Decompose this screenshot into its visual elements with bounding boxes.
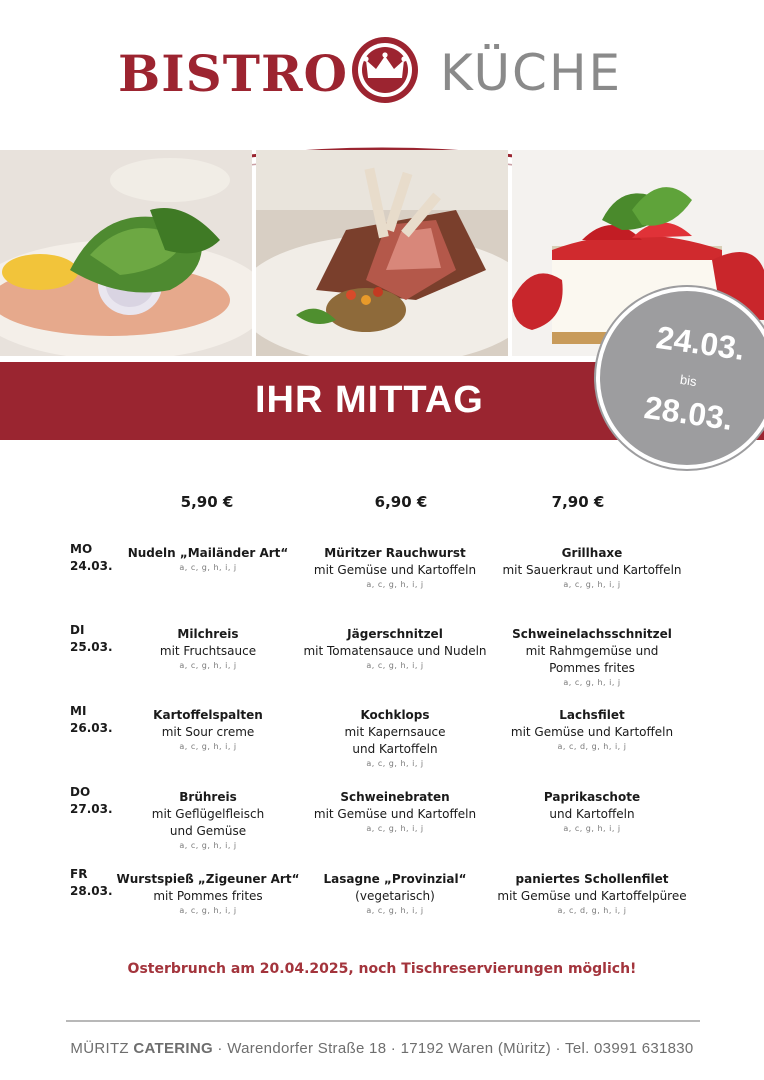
menu-dish <box>482 871 702 917</box>
dish-description: mit Sauerkraut und Kartoffeln <box>502 563 682 577</box>
dish-name: Grillhaxe <box>561 546 623 560</box>
footer-divider <box>66 1020 700 1022</box>
menu-dish <box>108 789 308 852</box>
dish-name: Müritzer Rauchwurst <box>324 546 466 560</box>
dish-description: mit Pommes frites <box>153 889 263 903</box>
menu-dish <box>295 626 495 672</box>
footer-company-name: MÜRITZ <box>70 1040 134 1057</box>
day-label <box>70 541 113 575</box>
dish-allergens: a, c, g, h, i, j <box>179 661 237 670</box>
menu-dish <box>482 626 702 689</box>
dish-description: mit Fruchtsauce <box>159 644 257 658</box>
dish-allergens: a, c, g, h, i, j <box>366 580 424 589</box>
dish-description: (vegetarisch) <box>355 889 435 903</box>
dish-description: mit Kapernsauce <box>344 725 446 739</box>
price-column-1: 5,90 € <box>180 493 234 511</box>
day-name: DI <box>70 623 85 637</box>
dish-description: mit Gemüse und Kartoffeln <box>313 807 477 821</box>
dish-name: Brühreis <box>179 790 237 804</box>
dish-allergens: a, c, g, h, i, j <box>179 563 237 572</box>
menu-dish <box>108 707 308 753</box>
dish-description: und Kartoffeln <box>352 742 438 756</box>
day-date: 24.03. <box>70 559 113 573</box>
logo-text-kueche: KÜCHE <box>440 44 623 102</box>
dish-allergens: a, c, g, h, i, j <box>366 906 424 915</box>
price-column-2: 6,90 € <box>374 493 428 511</box>
easter-brunch-notice: Osterbrunch am 20.04.2025, noch Tischreservierungen möglich! <box>127 961 637 977</box>
footer-address-text: · Warendorfer Straße 18 · 17192 Waren (Müritz) · Tel. 03991 631830 <box>212 1040 694 1057</box>
menu-dish <box>295 871 495 917</box>
dish-name: Kartoffelspalten <box>153 708 263 722</box>
food-photo-carpaccio <box>0 150 252 356</box>
dish-allergens: a, c, g, h, i, j <box>366 824 424 833</box>
dish-description: mit Sour creme <box>161 725 255 739</box>
dish-allergens: a, c, g, h, i, j <box>563 580 621 589</box>
day-name: MO <box>70 542 93 556</box>
dish-allergens: a, c, d, g, h, i, j <box>557 742 627 751</box>
dish-name: Wurstspieß „Zigeuner Art“ <box>116 872 300 886</box>
day-label <box>70 866 113 900</box>
logo-text-bistro: BISTRO <box>118 44 349 103</box>
date-separator: bis <box>679 371 698 390</box>
day-date: 27.03. <box>70 802 113 816</box>
menu-dish <box>482 707 702 753</box>
dish-name: Kochklops <box>360 708 430 722</box>
dish-allergens: a, c, d, g, h, i, j <box>557 906 627 915</box>
footer-company-bold: CATERING <box>133 1040 213 1057</box>
day-label <box>70 784 113 818</box>
dish-description: Pommes frites <box>549 661 635 675</box>
dish-name: Lachsfilet <box>559 708 625 722</box>
food-photo-lamb <box>256 150 508 356</box>
dish-description: und Gemüse <box>169 824 247 838</box>
day-date: 26.03. <box>70 721 113 735</box>
menu-dish <box>295 789 495 835</box>
dish-allergens: a, c, g, h, i, j <box>563 678 621 687</box>
dish-description: und Kartoffeln <box>549 807 635 821</box>
day-name: FR <box>70 867 88 881</box>
date-to: 28.03. <box>641 388 736 438</box>
dish-description: mit Gemüse und Kartoffeln <box>510 725 674 739</box>
date-range-badge <box>596 287 764 469</box>
menu-dish <box>108 871 308 917</box>
day-date: 25.03. <box>70 640 113 654</box>
dish-name: Schweinelachsschnitzel <box>512 627 672 641</box>
menu-dish <box>482 789 702 835</box>
logo <box>0 30 764 110</box>
menu-dish <box>482 545 702 591</box>
menu-dish <box>108 626 308 672</box>
day-name: DO <box>70 785 91 799</box>
dish-name: paniertes Schollenfilet <box>515 872 669 886</box>
dish-allergens: a, c, g, h, i, j <box>179 841 237 850</box>
menu-dish <box>295 707 495 770</box>
dish-description: mit Geflügelfleisch <box>151 807 265 821</box>
dish-description: mit Tomatensauce und Nudeln <box>303 644 487 658</box>
dish-name: Nudeln „Mailänder Art“ <box>127 546 289 560</box>
crown-icon <box>349 34 421 106</box>
day-date: 28.03. <box>70 884 113 898</box>
dish-allergens: a, c, g, h, i, j <box>179 742 237 751</box>
dish-name: Lasagne „Provinzial“ <box>323 872 467 886</box>
dish-name: Jägerschnitzel <box>347 627 443 641</box>
dish-description: mit Gemüse und Kartoffeln <box>313 563 477 577</box>
dish-allergens: a, c, g, h, i, j <box>366 661 424 670</box>
dish-name: Schweinebraten <box>340 790 450 804</box>
day-label <box>70 703 113 737</box>
dish-description: mit Gemüse und Kartoffelpüree <box>497 889 687 903</box>
dish-name: Milchreis <box>177 627 239 641</box>
dish-name: Paprikaschote <box>543 790 641 804</box>
dish-allergens: a, c, g, h, i, j <box>366 759 424 768</box>
menu-dish <box>295 545 495 591</box>
date-from: 24.03. <box>653 318 748 368</box>
dish-allergens: a, c, g, h, i, j <box>179 906 237 915</box>
menu-dish <box>108 545 308 574</box>
dish-allergens: a, c, g, h, i, j <box>563 824 621 833</box>
day-name: MI <box>70 704 87 718</box>
footer-address <box>0 1040 764 1057</box>
day-label <box>70 622 113 656</box>
price-column-3: 7,90 € <box>551 493 605 511</box>
banner-title: IHR MITTAG <box>255 379 484 421</box>
dish-description: mit Rahmgemüse und <box>525 644 659 658</box>
